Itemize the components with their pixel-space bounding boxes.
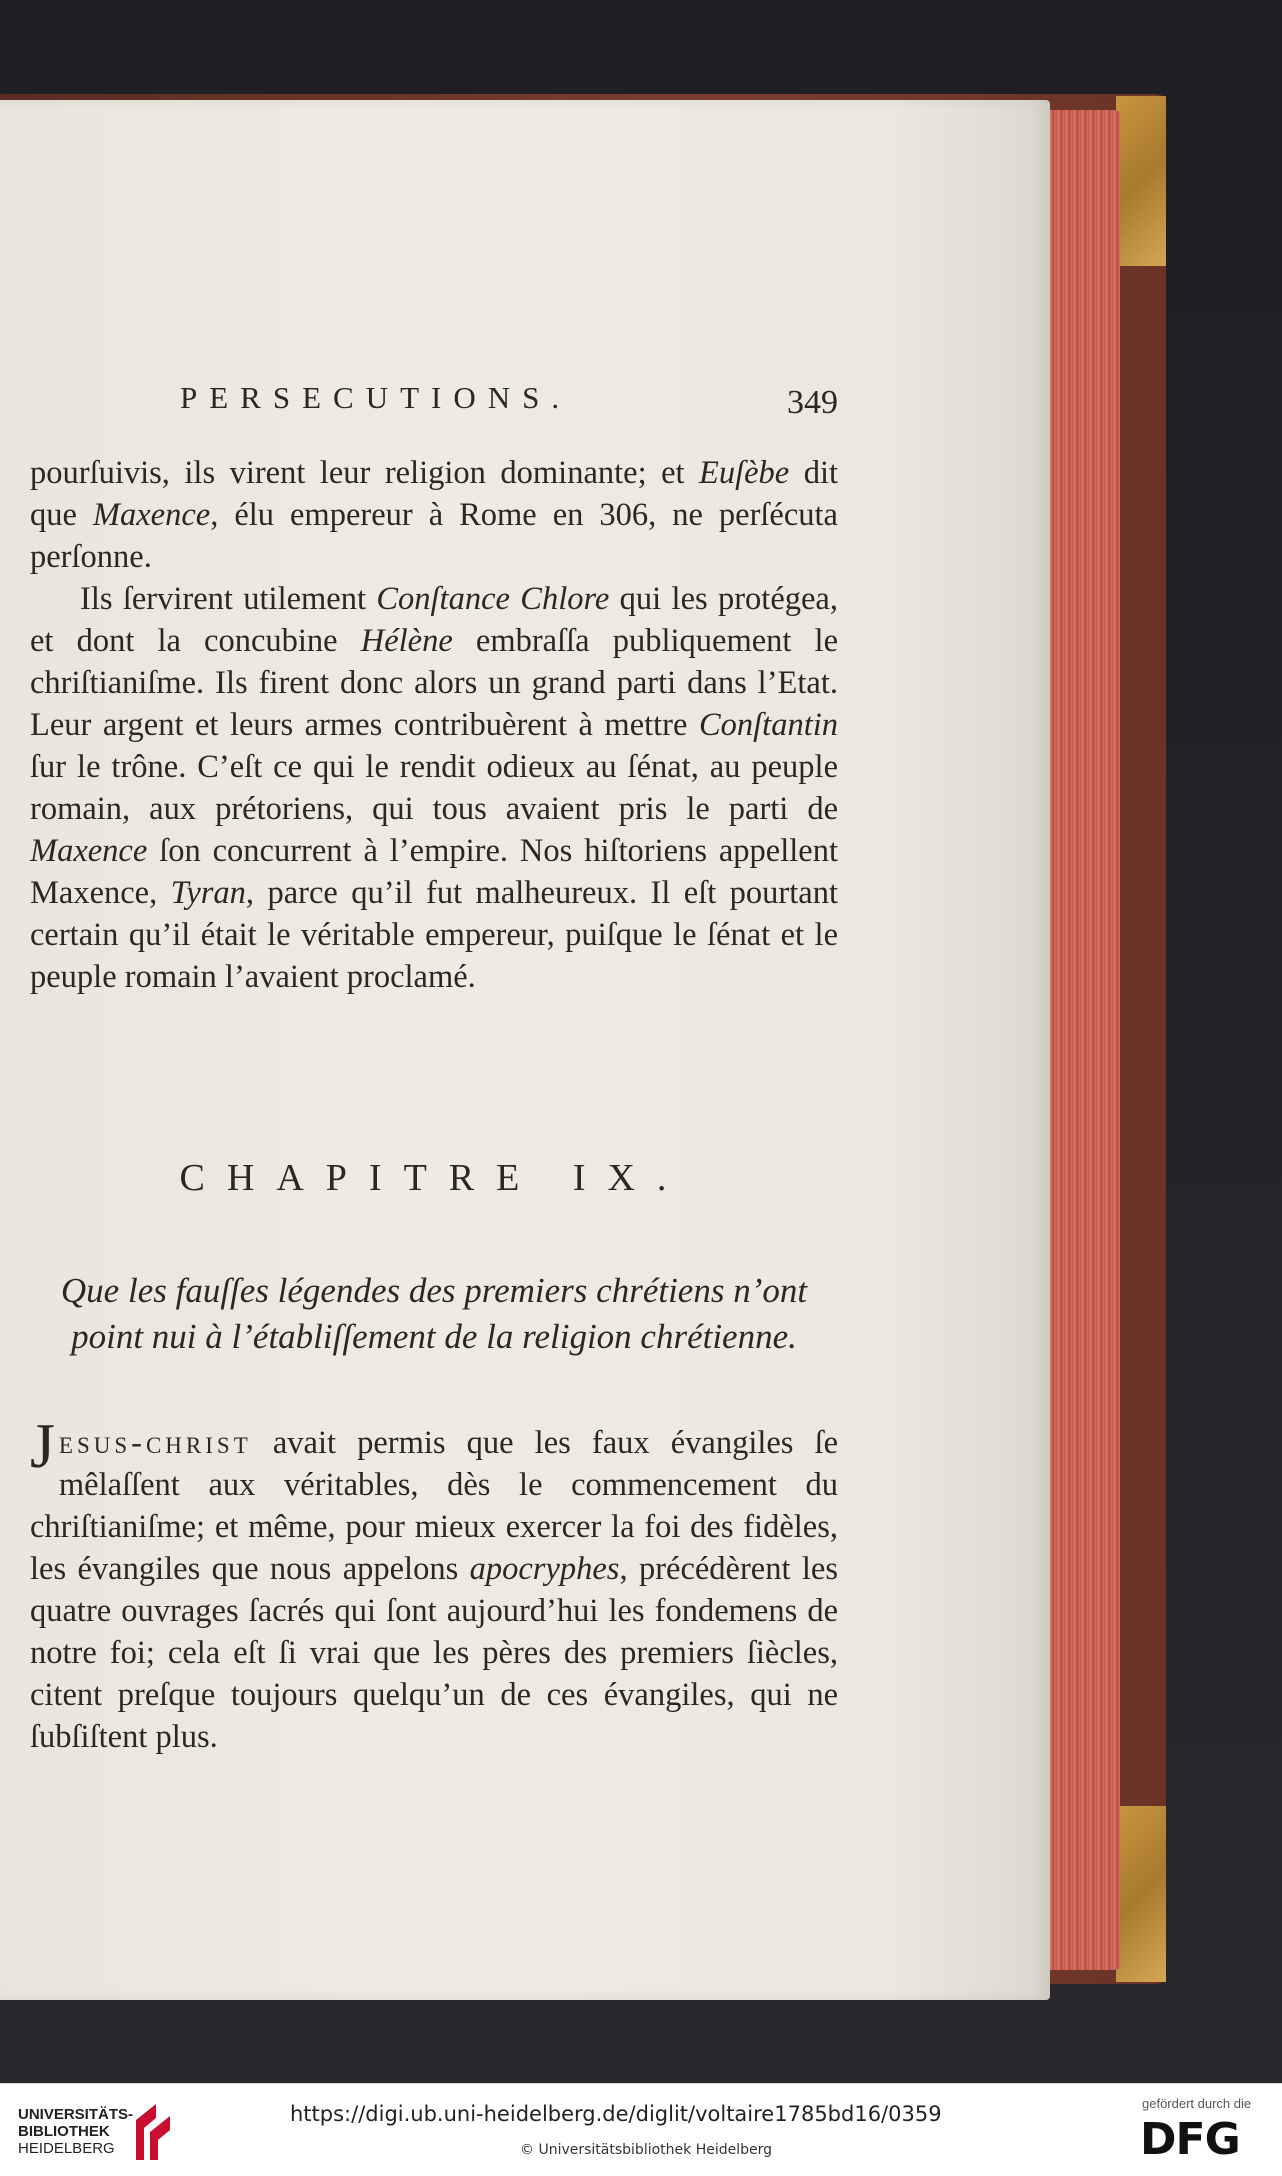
drop-cap: J xyxy=(30,1410,55,1481)
cover-corner-top xyxy=(1116,96,1166,266)
page-number: 349 xyxy=(787,384,838,421)
dfg-funding-label: gefördert durch die xyxy=(1142,2096,1252,2111)
book-page xyxy=(0,100,1050,2000)
running-head: PERSECUTIONS. xyxy=(180,380,572,415)
page-edges xyxy=(1048,110,1120,1970)
chapter-title: CHAPITRE IX. xyxy=(179,1157,689,1199)
paragraph: Jesus-christ avait permis que les faux évangiles ſe mêlaſſent aux véritables, dès le commencement du chriſtianiſme; et même, pour mieux exercer la foi des fidèles, les évangiles que nous appelons apocryphes, précédèrent les quatre ouvrages ſacrés qui ſont aujourd’hui les fondemens de notre foi; cela eſt ſi vrai que les pères des premiers ſiècles, citent preſque toujours quelqu’un de ces évangiles, qui ne ſubſiſtent plus. xyxy=(30,1410,839,1755)
page-url-link[interactable]: https://digi.ub.uni-heidelberg.de/diglit/voltaire1785bd16/0359 xyxy=(290,2102,942,2126)
copyright-notice: © Universitätsbibliothek Heidelberg xyxy=(520,2142,773,2158)
chapter-subtitle-line: Que les fauſſes légendes des premiers chrétiens n’ont xyxy=(60,1271,808,1310)
paragraph: pourſuivis, ils virent leur religion dominante; et Euſèbe dit que Maxence, élu empereur à Rome en 306, ne perſécuta perſonne. xyxy=(30,455,839,575)
dfg-logo: DFG xyxy=(1140,2114,1240,2165)
viewer-footer xyxy=(0,2083,1282,2176)
library-logo-icon xyxy=(130,2100,178,2164)
cover-corner-bottom xyxy=(1116,1806,1166,1982)
page-header xyxy=(30,380,838,430)
small-caps-name: esus-christ xyxy=(58,1425,252,1461)
chapter-subtitle xyxy=(30,1268,838,1360)
library-name: UNIVERSITÄTS- BIBLIOTHEK HEIDELBERG xyxy=(18,2106,134,2157)
chapter-subtitle-line: point nui à l’établiſſement de la religion chrétienne. xyxy=(71,1317,797,1356)
paragraph: Ils ſervirent utilement Conſtance Chlore qui les protégea, et dont la concubine Hélène embraſſa publiquement le chriſtianiſme. Ils firent donc alors un grand parti dans l’Etat. Leur argent et leurs armes contribuèrent à mettre Conſtantin ſur le trône. C’eſt ce qui le rendit odieux au ſénat, au peuple romain, aux prétoriens, qui tous avaient pris le parti de Maxence ſon concurrent à l’empire. Nos hiſtoriens appellent Maxence, Tyran, parce qu’il fut malheureux. Il eſt pourtant certain qu’il était le véritable empereur, puiſque le ſénat et le peuple romain l’avaient proclamé. xyxy=(30,581,839,995)
